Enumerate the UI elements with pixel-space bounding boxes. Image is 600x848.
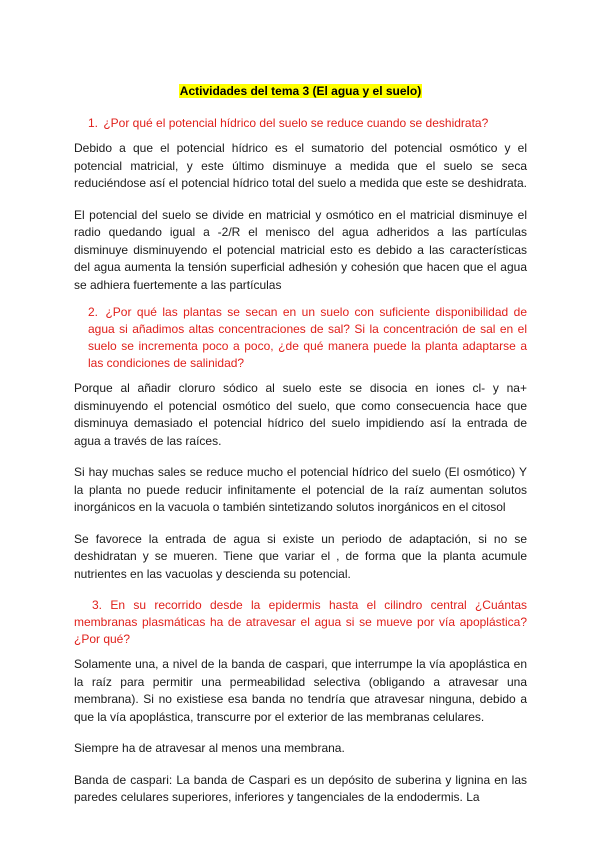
title-container [74, 82, 527, 100]
answer-2-paragraph-2: Si hay muchas sales se reduce mucho el potencial hídrico del suelo (El osmótico) Y la planta no puede reducir infinitamente el potencial de la raíz aumentan solutos inorgánicos en la vacuola o también sintetizando solutos inorgánicos en el citosol [74, 465, 527, 514]
answer-3-paragraph-2: Siempre ha de atravesar al menos una membrana. [74, 741, 345, 755]
document-title: Actividades del tema 3 (El agua y el suelo) [179, 84, 422, 98]
answer-3-paragraph-3: Banda de caspari: La banda de Caspari es un depósito de suberina y lignina en las paredes celulares superiores, inferiores y tangenciales de la endodermis. La [74, 772, 527, 804]
question-1 [74, 115, 527, 132]
answer-1-paragraph-1: Debido a que el potencial hídrico es el sumatorio del potencial osmótico y el potencial matricial, y este último disminuye a medida que el suelo se seca reduciéndose así el potencial hídrico total del suelo a medida que este se deshidrata. [74, 141, 527, 190]
question-3-number: 3. [92, 598, 103, 612]
question-3-text: En su recorrido desde la epidermis hasta el cilindro central ¿Cuántas membranas plasmáticas ha de atravesar el agua si se mueve por vía apoplástica? ¿Por qué? [74, 598, 527, 646]
question-3 [74, 597, 527, 648]
document-page [74, 82, 527, 807]
answer-1-paragraph-2: El potencial del suelo se divide en matricial y osmótico en el matricial disminuye el radio quedando igual a -2/R el menisco del agua adheridos a las partículas disminuye disminuyendo el potencial matricial esto es debido a las características del agua aumenta la tensión superficial adhesión y cohesión que hacen que el agua se adhiera fuertemente a las partículas [74, 207, 527, 292]
answer-3-paragraph-1: Solamente una, a nivel de la banda de caspari, que interrumpe la vía apoplástica en la raíz para permitir una permeabilidad selectiva (obligando a atravesar una membrana). Si no existiese esa banda no tendría que atravesar ninguna, debido a que la vía apoplástica, transcurre por el exterior de las membranas celulares. [74, 657, 527, 724]
question-1-number: 1. [88, 116, 99, 130]
answer-2-paragraph-3: Se favorece la entrada de agua si existe un periodo de adaptación, si no se deshidratan y se mueren. Tiene que variar el , de forma que la planta acumule nutrientes en las vacuolas y descienda su potencial. [74, 531, 527, 581]
question-1-text: ¿Por qué el potencial hídrico del suelo se reduce cuando se deshidrata? [103, 116, 489, 130]
question-2-text: ¿Por qué las plantas se secan en un suelo con suficiente disponibilidad de agua si añadimos altas concentraciones de sal? Si la concentración de sal en el suelo se incrementa poco a poco, ¿de qué manera puede la planta adaptarse a las condiciones de salinidad? [88, 305, 527, 370]
answer-2-paragraph-1: Porque al añadir cloruro sódico al suelo este se disocia en iones cl- y na+ disminuyendo el potencial osmótico del suelo, que como consecuencia hace que disminuya demasiado el potencial hídrico del suelo impidiendo así la entrada de agua a través de las raíces. [74, 381, 527, 448]
question-2-number: 2. [88, 305, 99, 319]
question-2 [74, 304, 527, 372]
